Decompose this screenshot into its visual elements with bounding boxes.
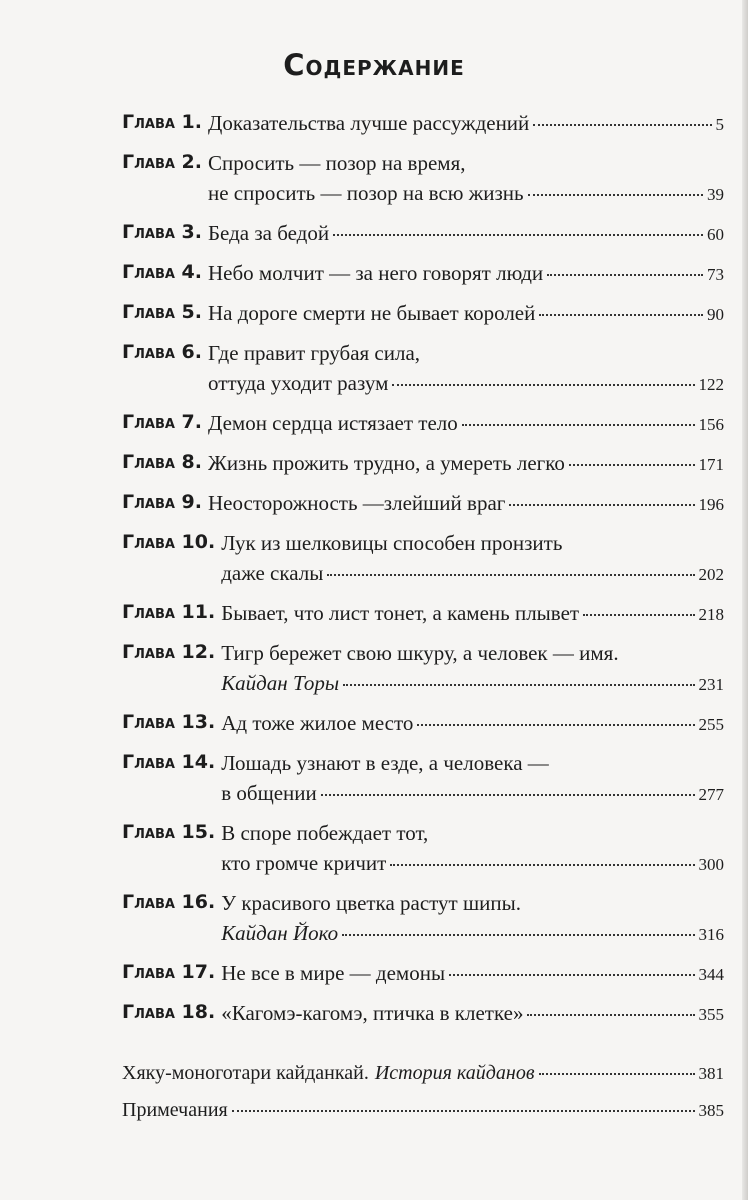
chapter-title-text: Не все в мире — демоны (221, 961, 446, 985)
page-number: 231 (698, 675, 724, 694)
chapter-title-line (208, 338, 724, 368)
chapter-label: Глава 11. (122, 601, 216, 623)
chapter-title (208, 338, 724, 400)
page-number: 196 (698, 495, 724, 514)
page-number: 60 (707, 225, 724, 244)
toc-appendix-entry (122, 1095, 724, 1126)
chapter-label: Глава 17. (122, 961, 216, 983)
chapter-title-text: в общении (221, 781, 317, 805)
chapter-title-text: Лошадь узнают в езде, а человека — (221, 751, 549, 775)
toc-chapter-entry (122, 408, 724, 440)
dot-leader (417, 724, 694, 726)
chapter-title-text: Небо молчит — за него говорят люди (208, 261, 544, 285)
chapter-title-line (221, 958, 724, 990)
dot-leader (569, 464, 695, 466)
dot-leader (539, 314, 703, 316)
chapter-title-line (208, 148, 724, 178)
dot-leader (547, 274, 703, 276)
chapter-title-line (221, 558, 724, 590)
dot-leader (509, 504, 694, 506)
page-number: 171 (698, 455, 724, 474)
chapter-title (221, 748, 724, 810)
page-number: 381 (698, 1064, 724, 1083)
toc-chapter-entry (122, 748, 724, 810)
appendix-line (122, 1095, 724, 1126)
chapter-title-text: Беда за бедой (208, 221, 330, 245)
dot-leader (390, 864, 694, 866)
chapter-title-text: Кайдан Йоко (221, 921, 339, 945)
chapter-title-text: Демон сердца истязает тело (208, 411, 458, 435)
toc-chapter-entry (122, 708, 724, 740)
chapter-title-line (221, 748, 724, 778)
chapter-title-line (208, 178, 724, 210)
toc-chapter-entry (122, 998, 724, 1030)
appendix-title: Хяку-моноготари кайданкай. (122, 1062, 369, 1084)
chapter-title-text: Жизнь прожить трудно, а умереть легко (208, 451, 565, 475)
section-spacer (122, 1038, 724, 1058)
chapter-title-text: Где правит грубая сила, (208, 341, 421, 365)
chapter-title-text: не спросить — позор на всю жизнь (208, 181, 524, 205)
page-number: 218 (698, 605, 724, 624)
chapter-title-line (208, 488, 724, 520)
page-title: Содержание (283, 48, 465, 82)
page-number: 385 (698, 1101, 724, 1120)
page-number: 90 (707, 305, 724, 324)
chapter-title-text: «Кагомэ-кагомэ, птичка в клетке» (221, 1001, 524, 1025)
toc-chapter-entry (122, 958, 724, 990)
chapter-title-line (208, 448, 724, 480)
chapter-title-text: Кайдан Торы (221, 671, 340, 695)
toc-chapter-entry (122, 338, 724, 400)
toc-chapter-entry (122, 448, 724, 480)
toc-appendix-entry (122, 1058, 724, 1089)
toc-chapter-entry (122, 218, 724, 250)
dot-leader (342, 934, 694, 936)
dot-leader (462, 424, 695, 426)
chapter-title-text: На дороге смерти не бывает королей (208, 301, 536, 325)
chapter-title-line (208, 108, 724, 140)
chapter-title-line (221, 778, 724, 810)
chapter-label: Глава 4. (122, 261, 202, 283)
page-number: 122 (698, 375, 724, 394)
chapter-title-line (221, 848, 724, 880)
toc-chapter-entry (122, 488, 724, 520)
chapter-label: Глава 9. (122, 491, 202, 513)
dot-leader (327, 574, 694, 576)
page-number: 344 (698, 965, 724, 984)
chapter-title-line (221, 598, 724, 630)
page-number: 202 (698, 565, 724, 584)
dot-leader (583, 614, 694, 616)
chapter-title-line (208, 298, 724, 330)
appendix-line (122, 1058, 724, 1089)
toc-chapter-entry (122, 818, 724, 880)
dot-leader (343, 684, 694, 686)
chapter-title (208, 298, 724, 330)
toc-chapter-entry (122, 888, 724, 950)
chapter-title-text: Ад тоже жилое место (221, 711, 414, 735)
table-of-contents (122, 108, 724, 1132)
chapter-title (221, 958, 724, 990)
chapter-title-text: даже скалы (221, 561, 324, 585)
chapter-title-line (208, 368, 724, 400)
chapter-title-text: Лук из шелковицы способен пронзить (221, 531, 563, 555)
page-number: 73 (707, 265, 724, 284)
chapter-title (208, 218, 724, 250)
dot-leader (392, 384, 694, 386)
chapter-title-line (208, 218, 724, 250)
chapter-title (221, 708, 724, 740)
chapter-title-text: кто громче кричит (221, 851, 387, 875)
chapter-title (208, 408, 724, 440)
chapter-label: Глава 10. (122, 531, 216, 553)
chapter-label: Глава 1. (122, 111, 202, 133)
chapter-title (221, 528, 724, 590)
chapter-title-text: Неосторожность —злейший враг (208, 491, 506, 515)
dot-leader (539, 1073, 695, 1075)
chapter-title (208, 448, 724, 480)
chapter-label: Глава 6. (122, 341, 202, 363)
chapter-title (221, 998, 724, 1030)
page-number: 5 (715, 115, 724, 134)
chapter-label: Глава 8. (122, 451, 202, 473)
chapter-title-text: оттуда уходит разум (208, 371, 389, 395)
page-number: 300 (698, 855, 724, 874)
appendix-subtitle: История кайданов (374, 1062, 535, 1084)
chapter-title-line (208, 258, 724, 290)
chapter-title-text: Спросить — позор на время, (208, 151, 466, 175)
page-number: 255 (698, 715, 724, 734)
chapter-title-text: Тигр бережет свою шкуру, а человек — имя. (221, 641, 619, 665)
chapter-title-text: У красивого цветка растут шипы. (221, 891, 521, 915)
toc-chapter-entry (122, 528, 724, 590)
chapter-label: Глава 12. (122, 641, 216, 663)
dot-leader (333, 234, 703, 236)
toc-chapter-entry (122, 298, 724, 330)
dot-leader (232, 1110, 695, 1112)
chapter-title-text: Бывает, что лист тонет, а камень плывет (221, 601, 580, 625)
chapter-label: Глава 7. (122, 411, 202, 433)
chapter-label: Глава 14. (122, 751, 216, 773)
toc-chapter-entry (122, 638, 724, 700)
chapter-title-line (221, 668, 724, 700)
page-number: 156 (698, 415, 724, 434)
toc-chapter-entry (122, 598, 724, 630)
dot-leader (321, 794, 695, 796)
dot-leader (528, 194, 703, 196)
chapter-label: Глава 16. (122, 891, 216, 913)
chapter-title (208, 488, 724, 520)
chapter-title (221, 888, 724, 950)
toc-chapter-entry (122, 108, 724, 140)
dot-leader (527, 1014, 694, 1016)
chapter-title-text: В споре побеждает тот, (221, 821, 429, 845)
chapter-label: Глава 15. (122, 821, 216, 843)
chapter-label: Глава 5. (122, 301, 202, 323)
chapter-title (208, 108, 724, 140)
dot-leader (533, 124, 711, 126)
toc-chapter-entry (122, 148, 724, 210)
chapter-label: Глава 3. (122, 221, 202, 243)
appendix-title: Примечания (122, 1099, 228, 1121)
chapter-label: Глава 2. (122, 151, 202, 173)
chapter-title-line (221, 528, 724, 558)
chapter-title-line (208, 408, 724, 440)
chapter-label: Глава 13. (122, 711, 216, 733)
chapter-title-line (221, 708, 724, 740)
page-edge-shadow (742, 0, 748, 1200)
chapter-title (221, 598, 724, 630)
page-number: 355 (698, 1005, 724, 1024)
chapter-title (208, 148, 724, 210)
chapter-title (221, 638, 724, 700)
chapter-title-line (221, 918, 724, 950)
chapter-title-line (221, 818, 724, 848)
chapter-title-text: Доказательства лучше рассуждений (208, 111, 530, 135)
dot-leader (449, 974, 694, 976)
page-number: 39 (707, 185, 724, 204)
chapter-title (221, 818, 724, 880)
chapter-label: Глава 18. (122, 1001, 216, 1023)
toc-chapter-entry (122, 258, 724, 290)
chapter-title-line (221, 998, 724, 1030)
chapter-title-line (221, 638, 724, 668)
chapter-title (208, 258, 724, 290)
page-number: 316 (698, 925, 724, 944)
chapter-title-line (221, 888, 724, 918)
page-number: 277 (698, 785, 724, 804)
